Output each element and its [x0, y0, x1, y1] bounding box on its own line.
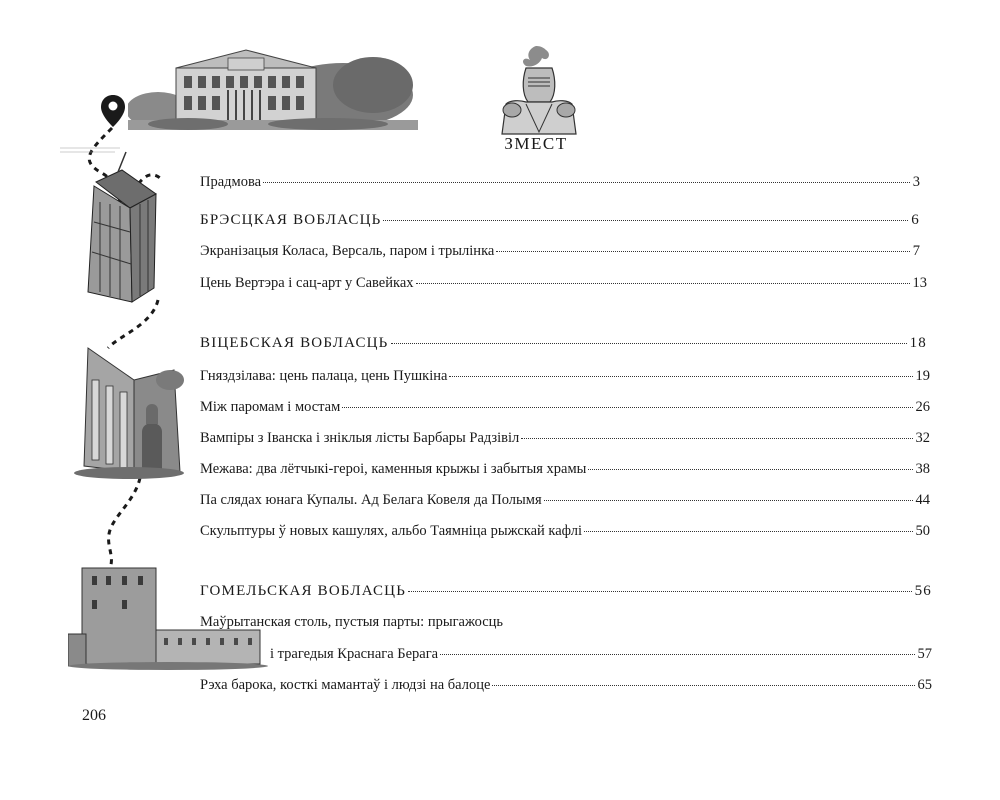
toc-entry-title: Маўрытанская столь, пустыя парты: прыгажосць — [200, 614, 504, 630]
leader-dots — [449, 376, 912, 377]
leader-dots — [544, 500, 913, 501]
toc-entry[interactable] — [200, 398, 930, 416]
toc-region-gomel[interactable] — [200, 582, 932, 600]
leader-dots — [584, 531, 913, 532]
wooden-tower-illustration — [60, 142, 172, 304]
toc-entry-title: Між паромам і мостам — [200, 399, 341, 415]
toc-entry-page: 38 — [915, 461, 930, 477]
map-pin-icon — [100, 94, 126, 128]
toc-entry-page: 32 — [915, 430, 930, 446]
toc-entry-page: 65 — [917, 677, 932, 693]
leader-dots — [521, 438, 912, 439]
toc-region-vitebsk[interactable] — [200, 334, 927, 352]
toc-entry-line1[interactable] — [200, 613, 700, 631]
toc-entry[interactable] — [200, 522, 930, 540]
leader-dots — [492, 685, 914, 686]
leader-dots — [391, 343, 907, 344]
toc-entry-title: Прадмова — [200, 174, 262, 190]
toc-entry-line2[interactable] — [270, 645, 932, 663]
toc-entry-title: Скульптуры ў новых кашулях, альбо Таямніца рыжскай кафлі — [200, 523, 582, 539]
toc-entry-page: 26 — [915, 399, 930, 415]
toc-entry-page: 44 — [915, 492, 930, 508]
leader-dots — [496, 251, 909, 252]
knight-armor-illustration — [496, 44, 582, 136]
toc-entry-page: 56 — [914, 583, 932, 599]
toc-region-title: ВІЦЕБСКАЯ ВОБЛАСЦЬ — [200, 335, 389, 351]
leader-dots — [588, 469, 912, 470]
leader-dots — [440, 654, 914, 655]
toc-entry-page: 3 — [912, 174, 920, 190]
page-number: 206 — [82, 707, 106, 724]
toc-region-brest[interactable] — [200, 211, 920, 229]
toc-entry-page: 19 — [915, 368, 930, 384]
church-ruins-illustration — [74, 340, 184, 480]
leader-dots — [383, 220, 908, 221]
toc-entry-page: 6 — [911, 212, 920, 228]
toc-entry[interactable] — [200, 429, 930, 447]
toc-entry-title: Гняздзілава: цень палаца, цень Пушкіна — [200, 368, 448, 384]
toc-entry-title: Па слядах юнага Купалы. Ад Белага Ковеля да Полымя — [200, 492, 542, 508]
toc-entry-title: Межава: два лётчыкі-героі, каменныя крыжы і забытыя храмы — [200, 461, 587, 477]
toc-entry-title: і трагедыя Краснага Берага — [270, 646, 439, 662]
toc-region-title: БРЭСЦКАЯ ВОБЛАСЦЬ — [200, 212, 382, 228]
leader-dots — [263, 182, 910, 183]
leader-dots — [342, 407, 912, 408]
toc-entry-title: Цень Вертэра і сац-арт у Савейках — [200, 275, 414, 291]
leader-dots — [416, 283, 910, 284]
toc-entry-page: 57 — [917, 646, 932, 662]
toc-entry[interactable] — [200, 460, 930, 478]
toc-entry-title: Рэха барока, косткі мамантаў і людзі на балоце — [200, 677, 491, 693]
toc-entry-page: 7 — [912, 243, 920, 259]
toc-entry-page: 18 — [909, 335, 927, 351]
toc-entry-page: 50 — [915, 523, 930, 539]
toc-entry[interactable] — [200, 367, 930, 385]
toc-entry[interactable] — [200, 676, 932, 694]
toc-entry-title: Вампіры з Іванска і зніклыя лісты Барбары Радзівіл — [200, 430, 520, 446]
toc-entry-page: 13 — [912, 275, 927, 291]
toc-entry-preface[interactable] — [200, 173, 920, 191]
toc-entry-title: Экранізацыя Коласа, Версаль, паром і трылінка — [200, 243, 495, 259]
toc-region-title: ГОМЕЛЬСКАЯ ВОБЛАСЦЬ — [200, 583, 407, 599]
leader-dots — [408, 591, 912, 592]
toc-entry[interactable] — [200, 242, 920, 260]
palace-illustration — [128, 40, 418, 135]
toc-entry[interactable] — [200, 274, 927, 292]
toc-entry[interactable] — [200, 491, 930, 509]
toc-heading: ЗМЕСТ — [504, 134, 568, 153]
